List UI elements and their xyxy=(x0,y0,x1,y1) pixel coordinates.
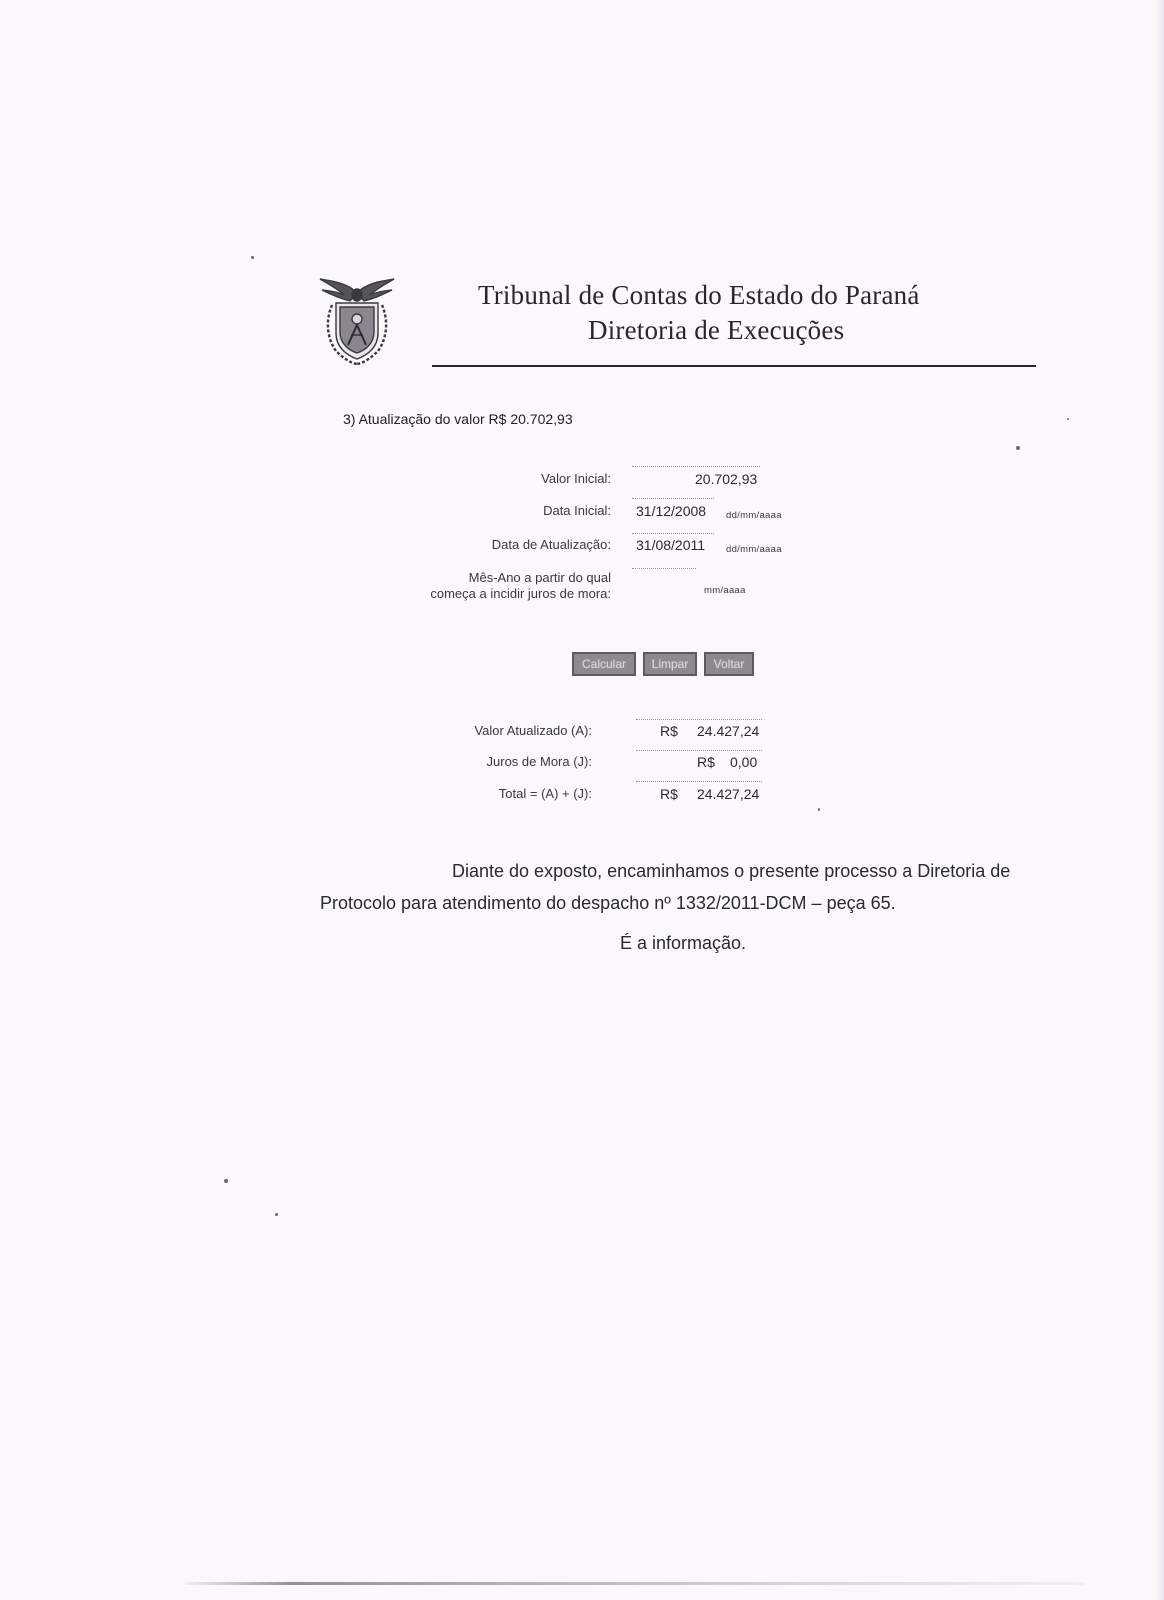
juros-mora-border xyxy=(636,750,762,751)
mes-ano-label-line1: Mês-Ano a partir do qual xyxy=(468,570,611,585)
juros-mora-currency: R$ xyxy=(697,754,715,770)
page-title: Tribunal de Contas do Estado do Paraná xyxy=(478,280,920,310)
page-edge xyxy=(1156,0,1164,1600)
data-inicial-field[interactable]: 31/12/2008 xyxy=(636,503,707,519)
mes-ano-format-hint: mm/aaaa xyxy=(704,585,746,596)
header-divider xyxy=(432,365,1036,367)
mes-ano-label xyxy=(430,570,611,602)
limpar-button[interactable]: Limpar xyxy=(643,652,697,676)
total-currency: R$ xyxy=(660,786,678,802)
valor-atualizado-border xyxy=(636,719,762,720)
juros-mora-value: 0,00 xyxy=(730,754,758,770)
valor-atualizado-currency: R$ xyxy=(660,723,678,739)
closing-text: É a informação. xyxy=(620,933,747,953)
mes-ano-field[interactable] xyxy=(632,568,696,569)
scan-edge-shadow xyxy=(185,1582,1085,1585)
valor-inicial-field-border xyxy=(632,466,760,467)
calcular-button[interactable]: Calcular xyxy=(572,652,636,676)
scan-speck xyxy=(818,808,820,811)
scan-speck xyxy=(1016,446,1020,450)
data-atualizacao-field-border xyxy=(632,533,714,534)
juros-mora-label: Juros de Mora (J): xyxy=(486,754,592,769)
body-paragraph-line1: Diante do exposto, encaminhamos o presente processo a Diretoria de xyxy=(452,861,1011,881)
valor-atualizado-value: 24.427,24 xyxy=(697,723,760,739)
data-inicial-label: Data Inicial: xyxy=(543,503,611,518)
data-atualizacao-label: Data de Atualização: xyxy=(491,537,611,552)
valor-atualizado-label: Valor Atualizado (A): xyxy=(474,723,592,738)
page-subtitle: Diretoria de Execuções xyxy=(588,315,845,345)
voltar-button[interactable]: Voltar xyxy=(704,652,754,676)
scan-speck xyxy=(1067,418,1069,420)
data-atualizacao-format-hint: dd/mm/aaaa xyxy=(726,544,782,555)
scan-speck xyxy=(275,1213,278,1216)
total-border xyxy=(636,781,762,782)
valor-inicial-field[interactable]: 20.702,93 xyxy=(695,471,758,487)
data-inicial-field-border xyxy=(632,498,714,499)
scan-speck xyxy=(224,1179,228,1183)
parana-coat-of-arms-icon xyxy=(318,275,396,367)
data-inicial-format-hint: dd/mm/aaaa xyxy=(726,510,782,521)
scan-speck xyxy=(251,256,254,259)
total-label: Total = (A) + (J): xyxy=(498,786,592,801)
mes-ano-label-line2: começa a incidir juros de mora: xyxy=(430,586,611,601)
data-atualizacao-field[interactable]: 31/08/2011 xyxy=(636,537,706,553)
body-paragraph-line2: Protocolo para atendimento do despacho nº 1332/2011-DCM – peça 65. xyxy=(320,893,896,913)
total-value: 24.427,24 xyxy=(697,786,760,802)
valor-inicial-label: Valor Inicial: xyxy=(541,471,611,486)
section-heading: 3) Atualização do valor R$ 20.702,93 xyxy=(343,411,573,427)
